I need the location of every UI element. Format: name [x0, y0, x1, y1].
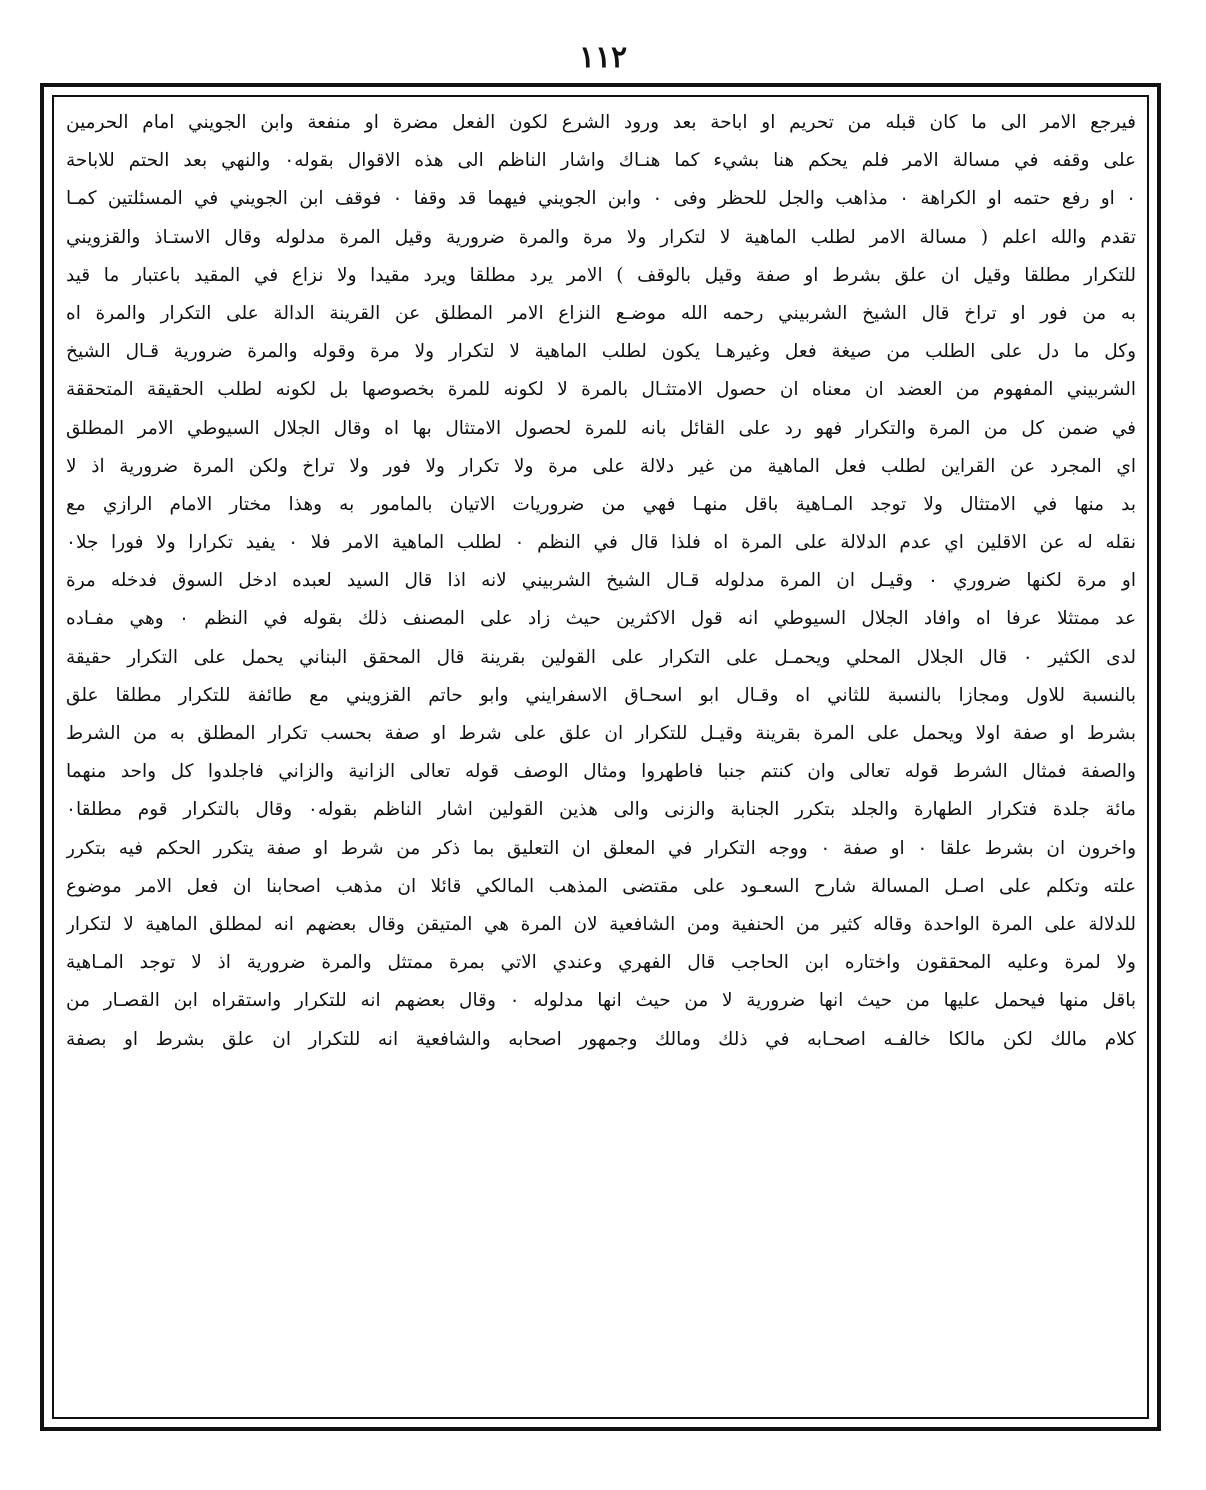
text-line: لدى الكثير ٠ قال الجلال المحلي ويحمـل على التكرار على القولين بقرينة قال المحقق البناني يحمل على التكرار حقيقة	[66, 646, 1136, 668]
text-line: والصفة فمثال الشرط قوله تعالى وان كنتم جنبا فاطهروا ومثال الوصف قوله تعالى الزانية والزاني فاجلدوا كل واحد منهما	[66, 761, 1136, 783]
text-line: للدلالة على المرة الواحدة وقاله كثير من الحنفية ومن الشافعية لان المرة هي المتيقن وقال بعضهم انه لمطلق الماهية لا لتكرار	[66, 913, 1136, 935]
text-line: على وقفه في مسالة الامر فلم يحكم هنا بشيء كما هنـاك واشار الناظم الى هذه الاقوال بقوله٠ والنهي بعد الحتم للاباحة	[66, 150, 1136, 172]
text-line: ٠ او رفع حتمه او الكراهة ٠ مذاهب والجل للحظر وفى ٠ وابن الجويني فيهما قد وقفا ٠ فوقف ابن الجويني في المسئلتين كمـا	[66, 188, 1136, 210]
page-number: ١١٢	[578, 40, 628, 75]
text-line: الشربيني المفهوم من العضد ان معناه ان حصول الامتثـال بالمرة لا لكونه للمرة بخصوصها بل لكونه لطلب الحقيقة المتحققة	[66, 379, 1136, 401]
text-line: تقدم والله اعلم ( مسالة الامر لطلب الماهية لا لتكرار ولا مرة والمرة ضرورية وقيل المرة مدلوله وقال الاستـاذ والقزويني	[66, 226, 1136, 248]
text-line: ولا لمرة وعليه المحققون واختاره ابن الحاجب قال الفهري وعندي الاتي بمرة ممتثل والمرة ضرورية اذ لا توجد المـاهية	[66, 952, 1136, 974]
text-line: كلام مالك لكن مالكا خالفـه اصحـابه في ذلك ومالك وجمهور اصحابه والشافعية انه للتكرار ان علق بشرط او بصفة	[66, 1028, 1136, 1050]
text-line: مائة جلدة فتكرار الطهارة والجلد بتكرر الجنابة والزنى والى هذين القولين اشار الناظم بقوله٠ وقال بالتكرار قوم مطلقا٠	[66, 799, 1136, 821]
text-line: وكل ما دل على الطلب من صيغة فعل وغيرهـا يكون لطلب الماهية لا لتكرار ولا مرة وقوله والمرة ضرورية قـال الشيخ	[66, 341, 1136, 363]
text-line: نقله له عن الاقلين اي عدم الدلالة على المرة اه فلذا قال في النظم ٠ لطلب الماهية الامر فلا ٠ يفيد تكرارا ولا فورا جلا٠	[66, 532, 1136, 554]
text-line: باقل منها فيحمل عليها من حيث انها ضرورية لا من حيث انها مدلوله ٠ وقال بعضهم انه للتكرار واستقراه ابن القصـار من	[66, 990, 1136, 1012]
text-line: علته وتكلم على اصـل المسالة شارح السعـود على مقتضى المذهب المالكي قائلا ان مذهب اصحابنا ان فعل الامر موضوع	[66, 875, 1136, 897]
text-line: او مرة لكنها ضروري ٠ وقيـل ان المرة مدلوله قـال الشيخ الشربيني لانه اذا قال السيد لعبده ادخل السوق فدخله مرة	[66, 570, 1136, 592]
text-line: واخرون ان بشرط علقا ٠ او صفة ٠ ووجه التكرار في المعلق ان التعليق بما ذكر من شرط او صفة يتكرر الحكم فيه بتكرر	[66, 837, 1136, 859]
text-line: بالنسبة للاول ومجازا بالنسبة للثاني اه وقـال ابو اسحـاق الاسفرايني وابو حاتم القزويني مع طائفة للتكرار مطلقا علق	[66, 684, 1136, 706]
main-text-body	[66, 104, 1136, 1414]
text-line: بد منها في الامتثال ولا توجد المـاهية باقل منهـا فهي من ضروريات الاتيان بالمامور به وهذا مختار الامام الرازي مع	[66, 493, 1136, 515]
text-line: اي المجرد عن القراين لطلب فعل الماهية من غير دلالة على مرة ولا تكرار ولا فور ولا تراخ ولكن المرة ضرورية اذ لا	[66, 455, 1136, 477]
text-line: بشرط او صفة اولا ويحمل على المرة بقرينة وقيـل للتكرار ان علق على شرط او صفة بحسب تكرار المطلق به من الشرط	[66, 723, 1136, 744]
text-line: به من فور او تراخ قال الشيخ الشربيني رحمه الله موضـع النزاع الامر المطلق عن القرينة الدالة على التكرار والمرة اه	[66, 302, 1136, 324]
text-line: في ضمن كل من المرة والتكرار فهو رد على القائل بانه للمرة لحصول الامتثال بها اه وقال الجلال السيوطي الامر المطلق	[66, 417, 1136, 439]
text-line: فيرجع الامر الى ما كان قبله من تحريم او اباحة بعد ورود الشرع لكون الفعل مضرة او منفعة وابن الجويني امام الحرمين	[66, 112, 1136, 133]
text-line: للتكرار مطلقا وقيل ان علق بشرط او صفة وقيل بالوقف ) الامر يرد مطلقا ويرد مقيدا ولا نزاع في المقيد باعتبار ما قيد	[66, 264, 1136, 286]
text-line: عد ممتثلا عرفا اه وافاد الجلال السيوطي انه قول الاكثرين حيث زاد على المصنف ذلك بقوله في النظم ٠ وهي مفـاده	[66, 608, 1136, 630]
